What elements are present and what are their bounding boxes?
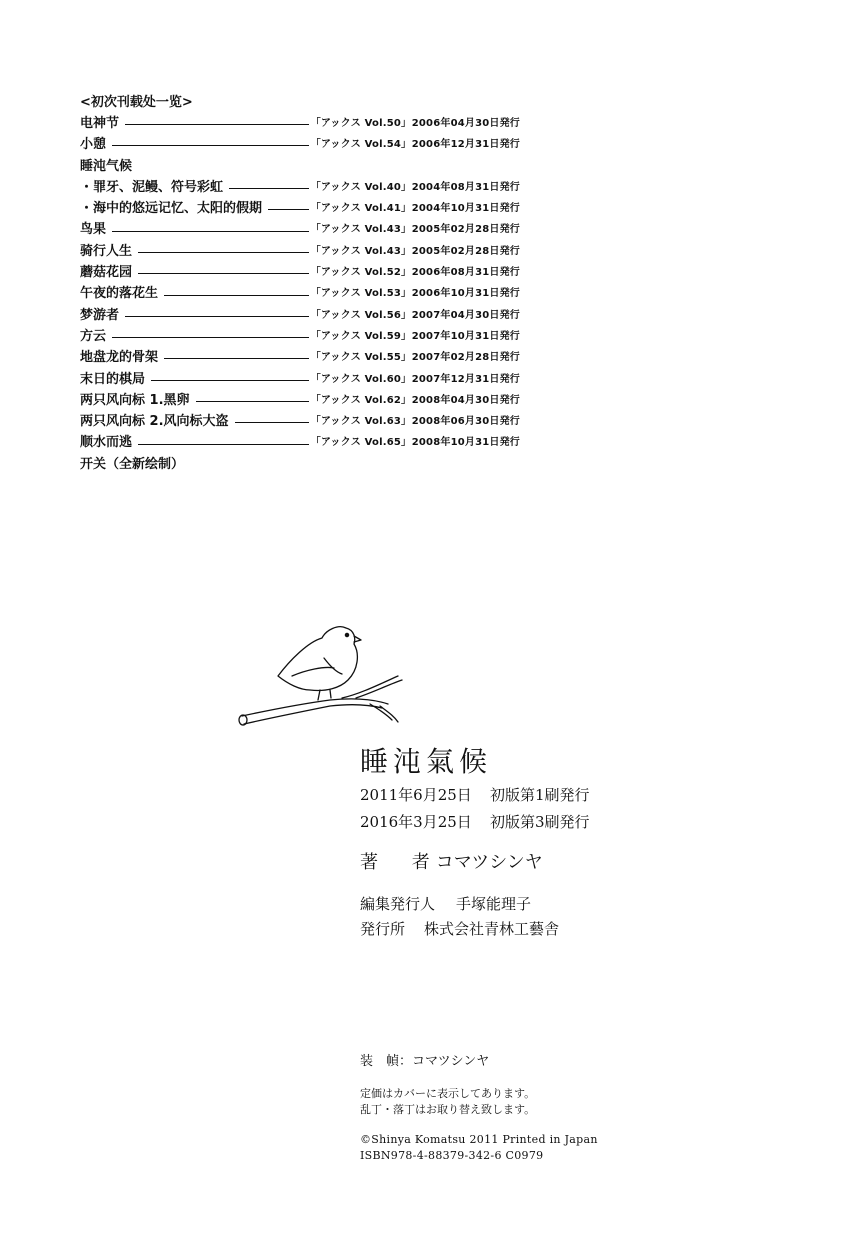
editor-label: 編集発行人 — [360, 895, 436, 913]
bird-on-branch-icon — [230, 618, 420, 728]
book-title: 睡沌氣候 — [360, 745, 493, 778]
toc-leader-line — [268, 209, 309, 210]
toc-entry-magazine: 「アックス Vol.53」 — [310, 288, 412, 300]
printing-line-1 — [360, 782, 590, 809]
toc-entry-source — [311, 326, 520, 347]
toc-rows — [80, 113, 520, 475]
toc-entry-title: 顺水而逃 — [80, 435, 133, 451]
toc-leader-line — [138, 252, 309, 253]
toc-entry-title: 末日的棋局 — [80, 371, 146, 387]
toc-entry-title: 蘑菇花园 — [80, 265, 133, 281]
toc-entry-date: 2004年08月31日発行 — [411, 181, 520, 193]
toc-entry-date: 2008年06月30日発行 — [411, 416, 520, 428]
toc-leader-line — [138, 444, 309, 445]
toc-entry-date: 2008年04月30日発行 — [411, 394, 520, 406]
toc-row — [80, 411, 520, 432]
toc-entry-magazine: 「アックス Vol.56」 — [310, 309, 412, 321]
toc-entry-title: 两只风向标 2.风向标大盗 — [80, 414, 229, 430]
toc-row — [80, 369, 520, 390]
author-label: 著 者 — [360, 852, 444, 873]
colophon — [360, 742, 598, 1162]
first-publication-list — [80, 92, 520, 475]
printing-line-2 — [360, 809, 590, 836]
toc-leader-line — [112, 231, 309, 232]
printing-edition: 初版第1刷発行 — [490, 786, 590, 804]
toc-entry-date: 2007年04月30日発行 — [411, 309, 520, 321]
author-line — [360, 848, 590, 878]
toc-entry-title: 午夜的落花生 — [80, 286, 159, 302]
toc-entry-date: 2007年10月31日発行 — [411, 330, 520, 342]
publisher-name: 株式会社青林工藝舎 — [424, 920, 560, 938]
printing-date: 2016年3月25日 — [360, 813, 472, 831]
printing-date: 2011年6月25日 — [360, 786, 472, 804]
toc-entry-title: 两只风向标 1.黑卵 — [80, 392, 190, 408]
toc-row — [80, 134, 520, 155]
toc-entry-magazine: 「アックス Vol.62」 — [310, 394, 412, 406]
toc-entry-source — [311, 411, 520, 432]
toc-entry-title: 电神节 — [80, 116, 120, 131]
toc-entry-date: 2006年04月30日発行 — [411, 118, 520, 129]
toc-entry-date: 2006年10月31日発行 — [411, 288, 520, 300]
editor-name: 手塚能理子 — [456, 895, 532, 913]
toc-row — [80, 241, 520, 262]
toc-leader-line — [196, 401, 309, 402]
cover-design-credit: 装 幀：コマツシンヤ — [360, 1054, 490, 1069]
isbn: ISBN978-4-88379-342-6 C0979 — [360, 1149, 544, 1162]
toc-leader-line — [125, 124, 309, 125]
notes — [360, 1086, 535, 1118]
toc-entry-magazine: 「アックス Vol.55」 — [310, 352, 412, 364]
toc-entry-source — [311, 390, 520, 411]
toc-row — [80, 283, 520, 304]
toc-entry-date: 2004年10月31日発行 — [411, 203, 520, 215]
toc-entry-source — [311, 347, 520, 368]
toc-leader-line — [138, 273, 309, 274]
toc-entry-magazine: 「アックス Vol.52」 — [310, 267, 412, 279]
toc-entry-title: 睡沌气候 — [80, 158, 133, 174]
toc-entry-magazine: 「アックス Vol.43」 — [310, 224, 412, 236]
toc-row — [80, 347, 520, 368]
toc-entry-magazine: 「アックス Vol.41」 — [310, 203, 412, 215]
toc-leader-line — [164, 358, 309, 359]
toc-entry-magazine: 「アックス Vol.50」 — [310, 118, 412, 129]
toc-row — [80, 156, 520, 177]
toc-entry-magazine: 「アックス Vol.59」 — [310, 330, 412, 342]
toc-entry-magazine: 「アックス Vol.65」 — [310, 437, 412, 449]
toc-entry-magazine: 「アックス Vol.60」 — [310, 373, 412, 385]
toc-entry-source — [311, 113, 520, 134]
toc-entry-title: 鸟果 — [80, 222, 107, 238]
toc-entry-title: ・海中的悠远记忆、太阳的假期 — [80, 201, 263, 217]
toc-entry-date: 2007年12月31日発行 — [411, 373, 520, 385]
copyright: ©Shinya Komatsu 2011 Printed in Japan — [360, 1133, 598, 1146]
toc-entry-source — [311, 198, 520, 219]
toc-entry-title: 梦游者 — [80, 307, 120, 323]
toc-entry-source — [311, 134, 520, 155]
toc-row — [80, 390, 520, 411]
toc-entry-source — [311, 262, 520, 283]
toc-leader-line — [151, 380, 309, 381]
toc-entry-date: 2006年12月31日発行 — [411, 139, 520, 151]
toc-entry-magazine: 「アックス Vol.40」 — [310, 181, 412, 193]
publisher-line — [360, 917, 590, 942]
toc-leader-line — [229, 188, 309, 189]
toc-row — [80, 113, 520, 134]
toc-entry-title: 地盘龙的骨架 — [80, 350, 159, 366]
toc-entry-date: 2006年08月31日発行 — [411, 267, 520, 279]
toc-leader-line — [235, 422, 309, 423]
toc-entry-title: 开关（全新绘制） — [80, 456, 185, 472]
toc-entry-date: 2008年10月31日発行 — [411, 437, 520, 449]
toc-heading: <初次刊载处一览> — [80, 95, 193, 110]
toc-entry-title: 方云 — [80, 328, 107, 344]
toc-entry-source — [311, 432, 520, 453]
toc-entry-source — [311, 283, 520, 304]
toc-entry-title: ・罪牙、泥鳗、符号彩虹 — [80, 179, 224, 195]
toc-entry-title: 骑行人生 — [80, 243, 133, 259]
toc-row — [80, 262, 520, 283]
toc-row — [80, 454, 520, 475]
toc-row — [80, 177, 520, 198]
toc-entry-source — [311, 219, 520, 240]
price-note: 定価はカバーに表示してあります。 — [360, 1087, 536, 1100]
toc-entry-title: 小憩 — [80, 137, 107, 153]
editor-line — [360, 892, 590, 917]
toc-row — [80, 432, 520, 453]
printing-edition: 初版第3刷発行 — [490, 813, 590, 831]
toc-leader-line — [164, 295, 309, 296]
toc-entry-source — [311, 305, 520, 326]
toc-entry-magazine: 「アックス Vol.54」 — [310, 139, 412, 151]
toc-leader-line — [125, 316, 309, 317]
author-name: コマツシンヤ — [435, 852, 543, 873]
toc-row — [80, 198, 520, 219]
publisher-label: 発行所 — [360, 920, 406, 938]
toc-leader-line — [112, 145, 309, 146]
toc-entry-source — [311, 177, 520, 198]
toc-row — [80, 305, 520, 326]
toc-entry-date: 2005年02月28日発行 — [411, 224, 520, 236]
toc-row — [80, 219, 520, 240]
replacement-note: 乱丁・落丁はお取り替え致します。 — [360, 1103, 536, 1116]
toc-entry-magazine: 「アックス Vol.63」 — [310, 416, 412, 428]
toc-entry-source — [311, 369, 520, 390]
toc-entry-date: 2005年02月28日発行 — [411, 245, 520, 257]
toc-entry-date: 2007年02月28日発行 — [411, 352, 520, 364]
toc-row — [80, 326, 520, 347]
toc-entry-magazine: 「アックス Vol.43」 — [310, 245, 412, 257]
copyright-block — [360, 1132, 598, 1164]
toc-leader-line — [112, 337, 309, 338]
toc-entry-source — [311, 241, 520, 262]
